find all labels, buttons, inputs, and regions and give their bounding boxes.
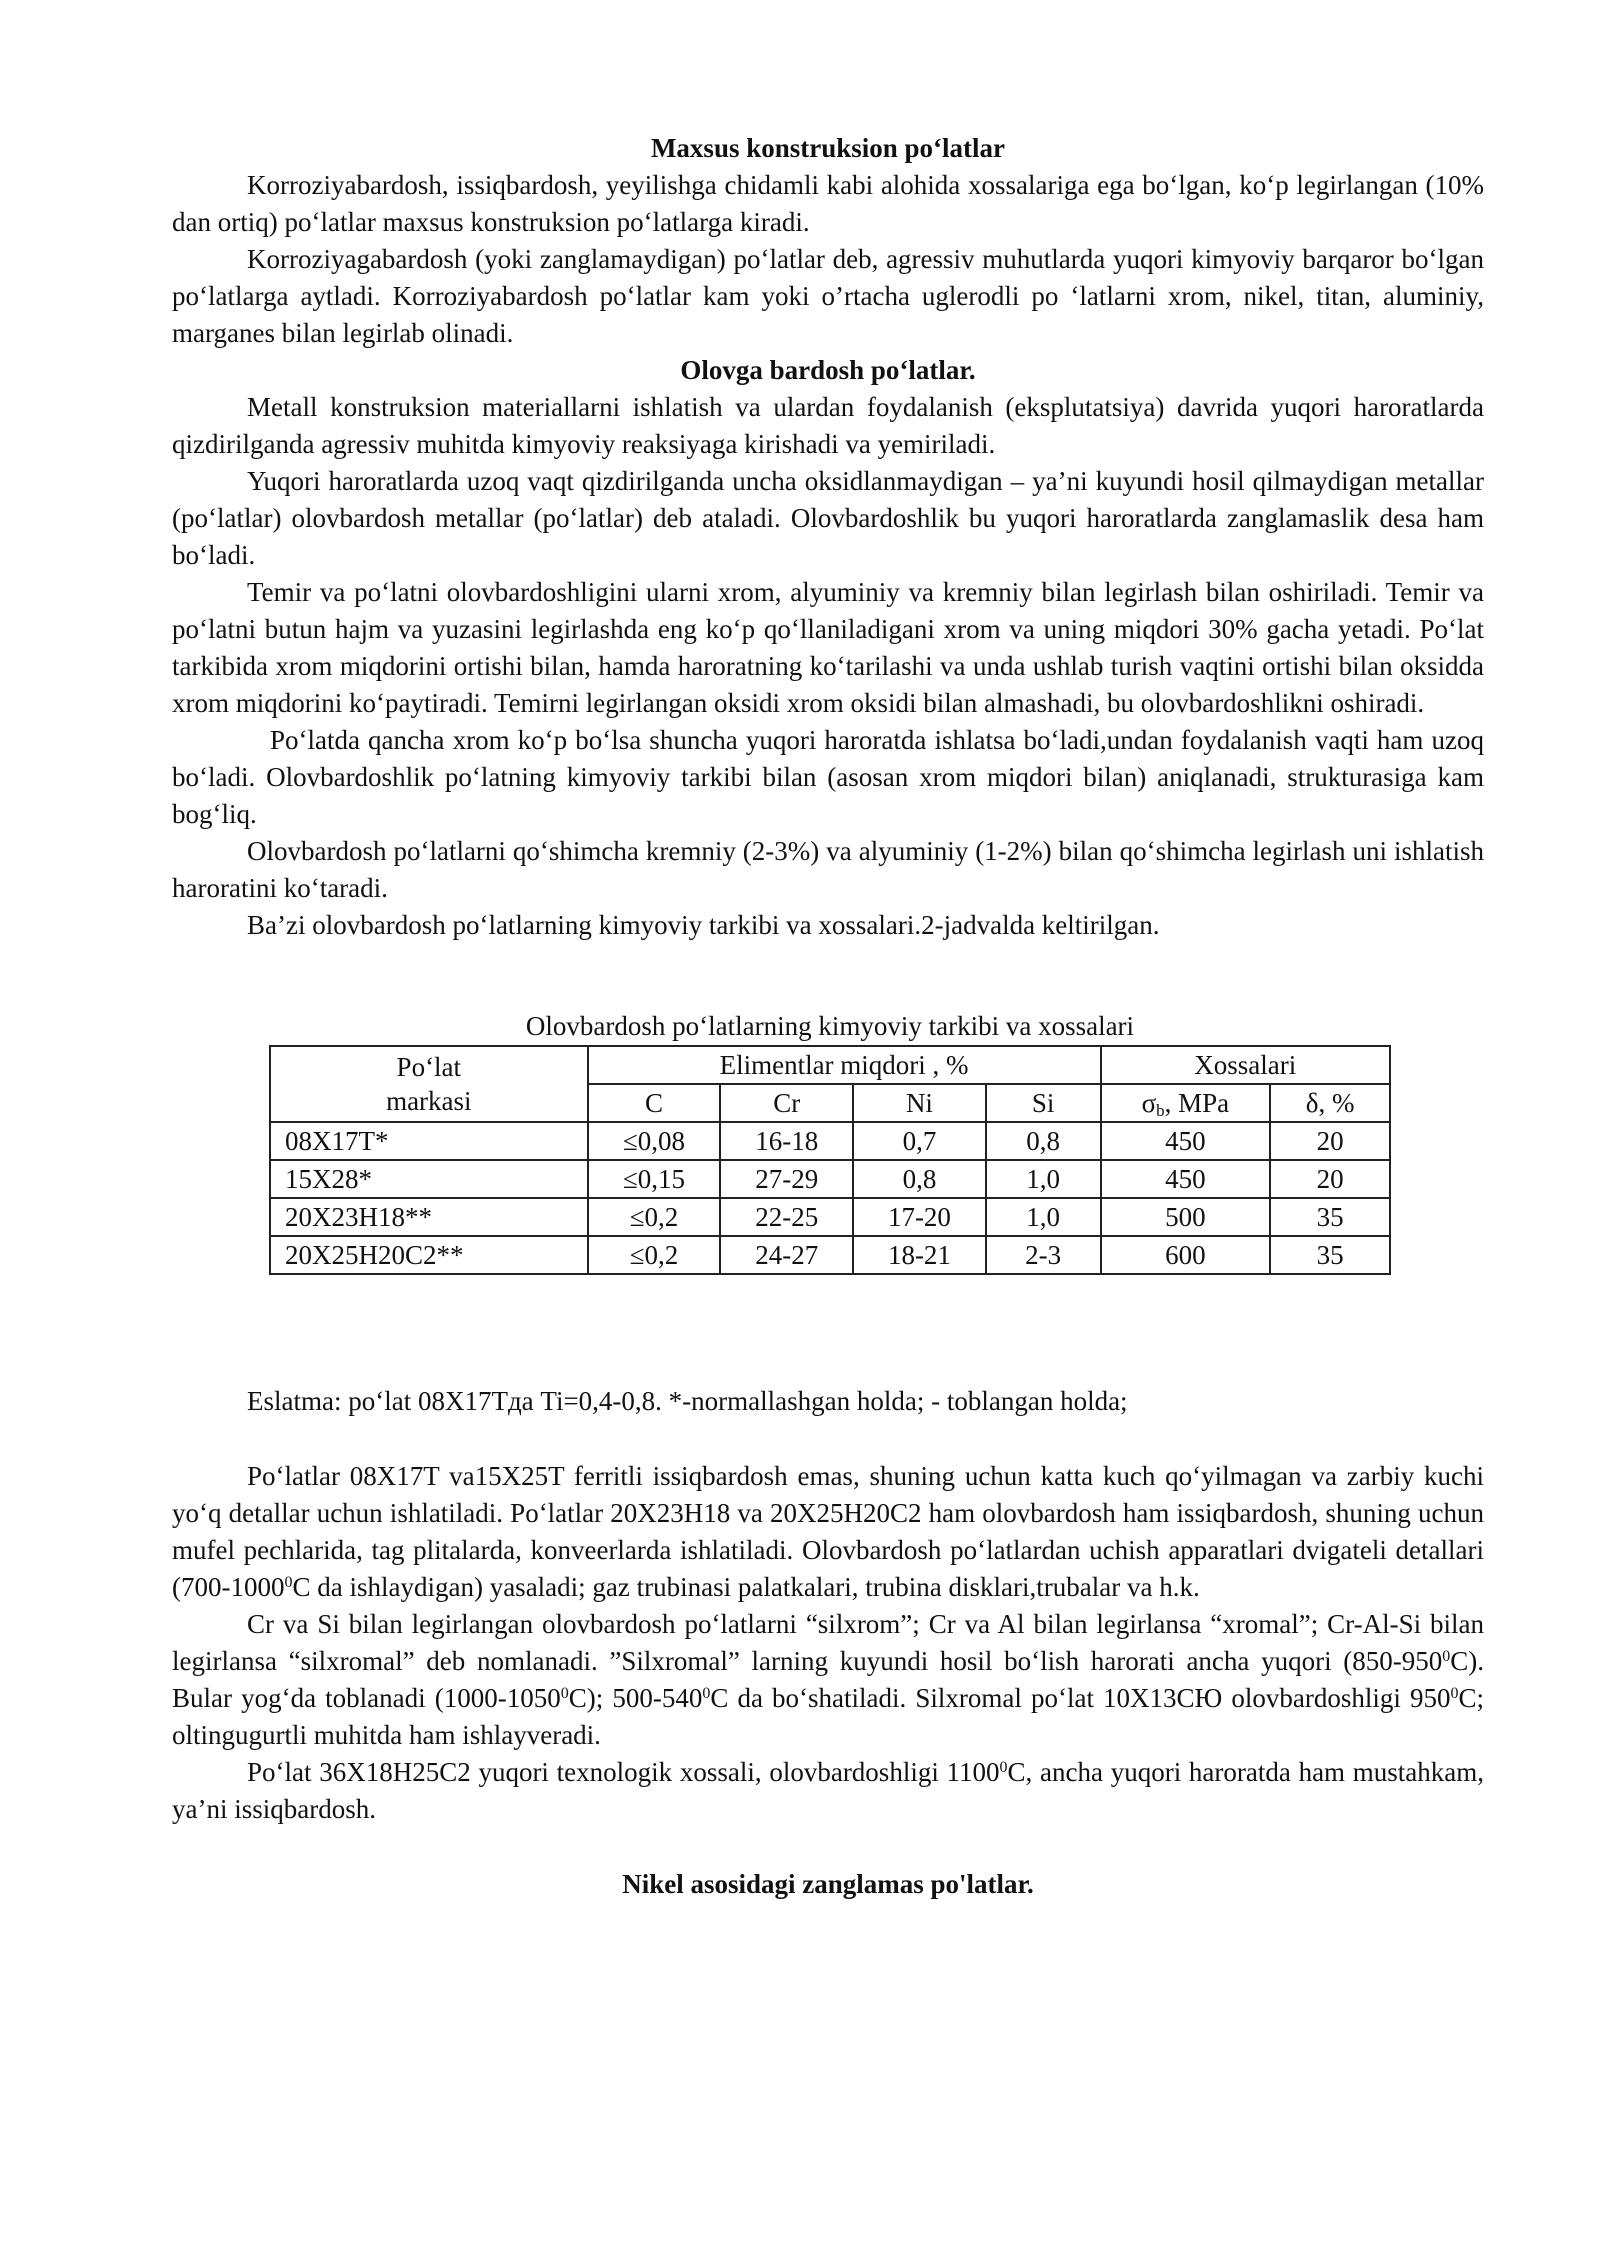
table-caption: Olovbardosh po‘latlarning kimyoviy tarkibi va xossalari [525, 1011, 1135, 1041]
paragraph: Po‘latda qancha xrom ko‘p bo‘lsa shuncha yuqori haroratda ishlatsa bo‘ladi,undan foydalanish vaqti ham uzoq bo‘ladi. Olovbardoshlik po‘latning kimyoviy tarkibi bilan (asosan xrom miqdori bilan) aniqlanadi, strukturasiga kam bog‘liq. [172, 725, 1484, 829]
cell-c: ≤0,15 [588, 1160, 721, 1198]
header-ni: Ni [853, 1084, 986, 1122]
cell-cr: 22-25 [720, 1198, 853, 1236]
cell-delta: 35 [1270, 1198, 1390, 1236]
sigma-unit: , MPa [1164, 1088, 1230, 1118]
paragraph: Po‘lat 36X18H25C2 yuqori texnologik xossali, olovbardoshligi 1100$^0$C, ancha yuqori haroratda ham mustahkam, ya’ni issiqbardosh. [172, 1757, 1485, 1824]
header-elements: Elimentlar miqdori , % [588, 1046, 1101, 1084]
cell-si: 1,0 [986, 1198, 1101, 1236]
paragraph: Korroziyagabardosh (yoki zanglamaydigan) po‘latlar deb, agressiv muhutlarda yuqori kimyoviy barqaror bo‘lgan po‘latlarga aytladi. Korroziyabardosh po‘latlar kam yoki o’rtacha uglerodli po ‘latlarni xrom, nikel, titan, aluminiy, marganes bilan legirlab olinadi. [172, 244, 1484, 348]
cell-c: ≤0,08 [588, 1122, 721, 1160]
header-steel-grade [270, 1046, 588, 1122]
cell-cr: 24-27 [720, 1236, 853, 1274]
cell-grade: 08X17T* [270, 1122, 588, 1160]
paragraph: Korroziyabardosh, issiqbardosh, yeyilishga chidamli kabi alohida xossalariga ega bo‘lgan, ko‘p legirlangan (10% dan ortiq) po‘latlar maxsus konstruksion po‘latlarga kiradi. [172, 170, 1484, 237]
cell-delta: 20 [1270, 1122, 1390, 1160]
header-properties: Xossalari [1101, 1046, 1390, 1084]
header-cr: Cr [720, 1084, 853, 1122]
paragraph: Ba’zi olovbardosh po‘latlarning kimyoviy tarkibi va xossalari.2-jadvalda keltirilgan. [247, 910, 1160, 940]
sigma-symbol: σ [1141, 1088, 1157, 1118]
cell-c: ≤0,2 [588, 1236, 721, 1274]
paragraph: Cr va Si bilan legirlangan olovbardosh po‘latlarni “silxrom”; Cr va Al bilan legirlansa “xromal”; Cr-Al-Si bilan legirlansa “silxromal” deb nomlanadi. ”Silxromal” larning kuyundi hosil bo‘lish harorati ancha yuqori $(850-950^0C)$. Bular yog‘da toblanadi (1000-1050$^0$C); $500-540^0C$ da bo‘shatiladi. Silxromal po‘lat 10X13CЮ olovbardoshligi $950^0C$; oltingugurtli muhitda ham ishlayveradi. [172, 1609, 1485, 1750]
paragraph: Olovbardosh po‘latlarni qo‘shimcha kremniy (2-3%) va alyuminiy (1-2%) bilan qo‘shimcha legirlash uni ishlatish haroratini ko‘taradi. [172, 836, 1484, 903]
paragraph: Temir va po‘latni olovbardoshligini ularni xrom, alyuminiy va kremniy bilan legirlash bilan oshiriladi. Temir va po‘latni butun hajm va yuzasini legirlashda eng ko‘p qo‘llaniladigani xrom va uning miqdori 30% gacha yetadi. Po‘lat tarkibida xrom miqdorini ortishi bilan, hamda haroratning ko‘tarilashi va unda ushlab turish vaqtini ortishi bilan oksidda xrom miqdorini ko‘paytiradi. Temirni legirlangan oksidi xrom oksidi bilan almashadi, bu olovbardoshlikni oshiradi. [172, 577, 1484, 718]
table-row [270, 1236, 1390, 1274]
cell-grade: 15X28* [270, 1160, 588, 1198]
cell-c: ≤0,2 [588, 1198, 721, 1236]
cell-si: 1,0 [986, 1160, 1101, 1198]
header-c: C [588, 1084, 721, 1122]
steel-properties-table [269, 1045, 1391, 1275]
steel-properties-table-block [269, 1008, 1391, 1275]
cell-sigma: 600 [1101, 1236, 1271, 1274]
cell-sigma: 450 [1101, 1122, 1271, 1160]
cell-delta: 20 [1270, 1160, 1390, 1198]
table-header-row [270, 1046, 1390, 1084]
cell-cr: 27-29 [720, 1160, 853, 1198]
table-row [270, 1122, 1390, 1160]
section-title-special-steels: Maxsus konstruksion po‘latlar [650, 133, 1006, 163]
cell-ni: 0,8 [853, 1160, 986, 1198]
section-title-heat-resistant-steels: Olovga bardosh po‘latlar. [680, 355, 976, 385]
section-title-nickel-steels: Nikel asosidagi zanglamas po'latlar. [622, 1869, 1034, 1899]
header-elongation: δ, % [1270, 1084, 1390, 1122]
cell-ni: 18-21 [853, 1236, 986, 1274]
cell-grade: 20X25H20C2** [270, 1236, 588, 1274]
cell-si: 2-3 [986, 1236, 1101, 1274]
cell-sigma: 500 [1101, 1198, 1271, 1236]
sigma-subscript: b [1156, 1101, 1165, 1120]
cell-cr: 16-18 [720, 1122, 853, 1160]
table-row [270, 1198, 1390, 1236]
header-si: Si [986, 1084, 1101, 1122]
cell-sigma: 450 [1101, 1160, 1271, 1198]
paragraph: Po‘latlar 08X17T va15X25T ferritli issiqbardosh emas, shuning uchun katta kuch qo‘yilmagan va zarbiy kuchi yo‘q detallar uchun ishlatiladi. Po‘latlar 20X23H18 va 20X25H20C2 ham olovbardosh ham issiqbardosh, shuning uchun mufel pechlarida, tag plitalarda, konveerlarda ishlatiladi. Olovbardosh po‘latlardan uchish apparatlari dvigateli detallari (700-1000$^0$C da ishlaydigan) yasaladi; gaz trubinasi palatkalari, trubina disklari,trubalar va h.k. [172, 1461, 1484, 1602]
cell-ni: 17-20 [853, 1198, 986, 1236]
document-page [172, 130, 1484, 1903]
header-steel-grade-line1: Po‘lat [396, 1052, 462, 1082]
cell-ni: 0,7 [853, 1122, 986, 1160]
cell-grade: 20X23H18** [270, 1198, 588, 1236]
cell-delta: 35 [1270, 1236, 1390, 1274]
header-steel-grade-line2: markasi [386, 1086, 472, 1116]
cell-si: 0,8 [986, 1122, 1101, 1160]
paragraph: Yuqori haroratlarda uzoq vaqt qizdirilganda uncha oksidlanmaydigan – ya’ni kuyundi hosil qilmaydigan metallar (po‘latlar) olovbardosh metallar (po‘latlar) deb ataladi. Olovbardoshlik bu yuqori haroratlarda zanglamaslik desa ham bo‘ladi. [172, 466, 1484, 570]
header-tensile-strength [1101, 1084, 1271, 1122]
table-note: Eslatma: po‘lat 08X17Тда Ti=0,4-0,8. *-normallashgan holda; - toblangan holda; [247, 1386, 1128, 1416]
paragraph: Metall konstruksion materiallarni ishlatish va ulardan foydalanish (eksplutatsiya) davrida yuqori haroratlarda qizdirilganda agressiv muhitda kimyoviy reaksiyaga kirishadi va yemiriladi. [172, 392, 1484, 459]
table-row [270, 1160, 1390, 1198]
